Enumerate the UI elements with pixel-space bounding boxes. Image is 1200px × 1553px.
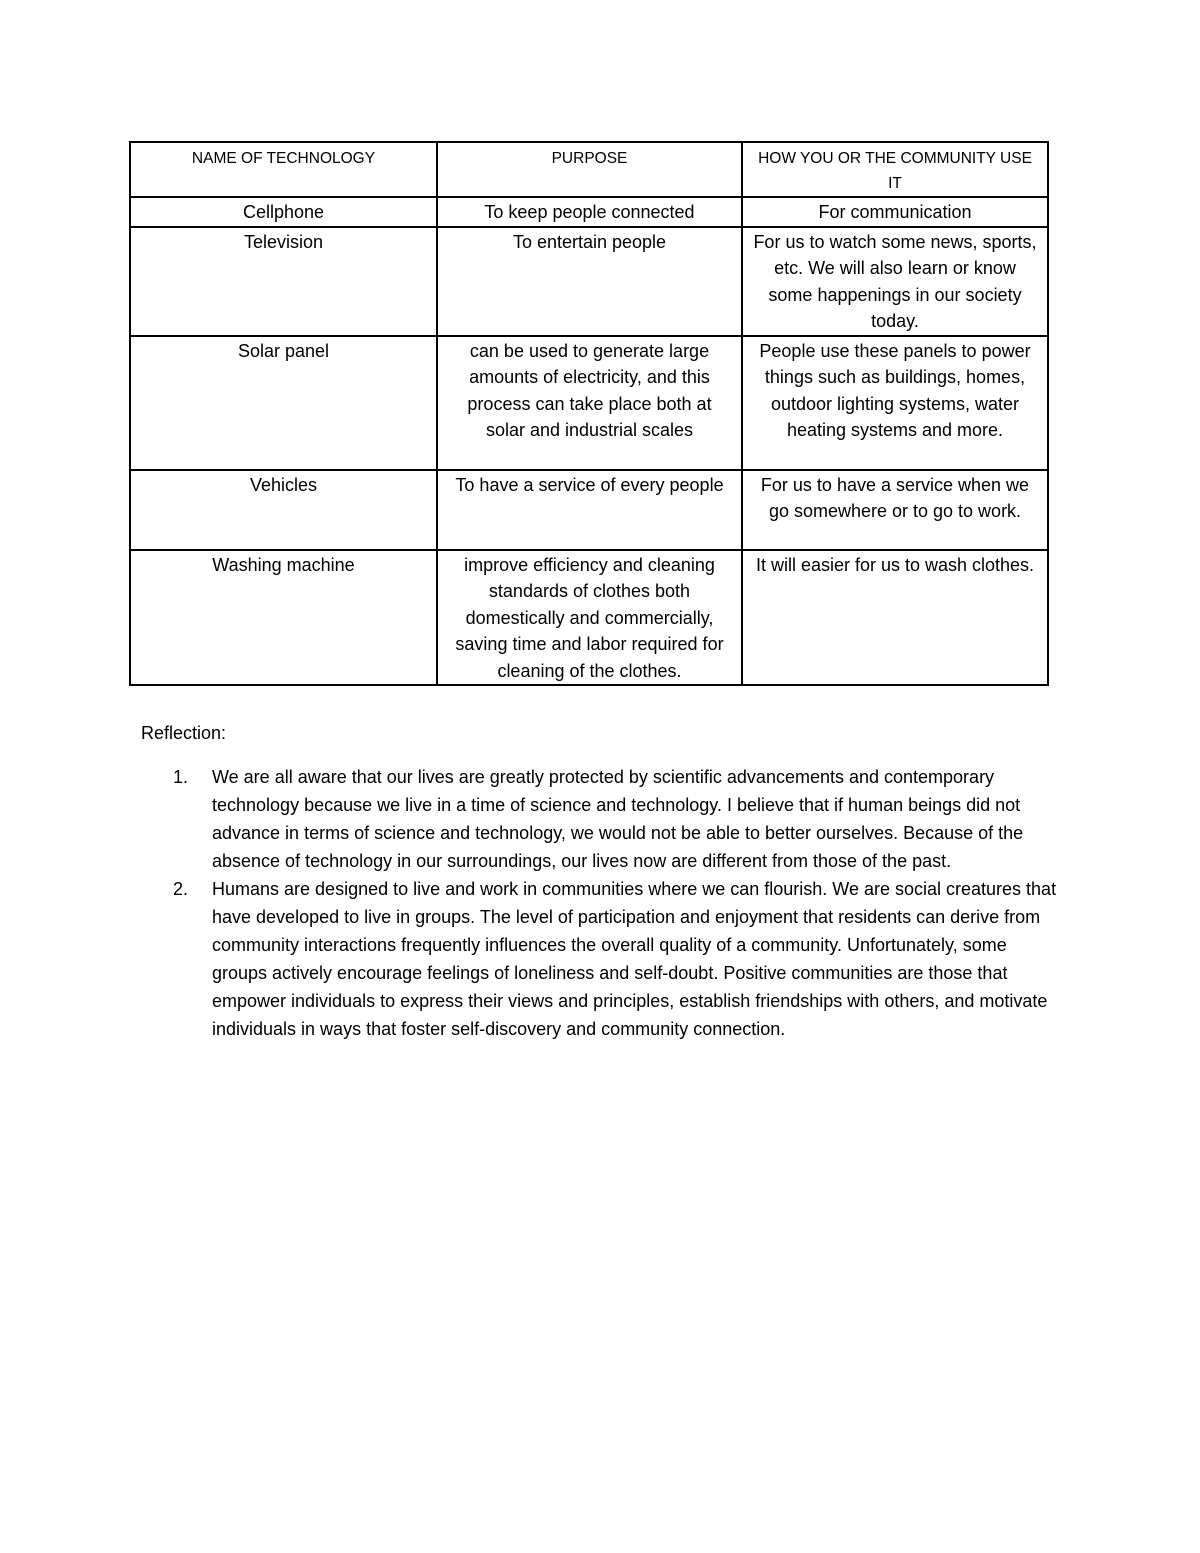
list-item-number: 1. [173, 767, 189, 787]
header-usage: HOW YOU OR THE COMMUNITY USE IT [742, 142, 1048, 197]
list-item-text: Humans are designed to live and work in communities where we can flourish. We are social creatures that have developed to live in groups. The level of participation and enjoyment that residents can derive from community interactions frequently influences the overall quality of a community. Unfortunately, some groups actively encourage feelings of loneliness and self-doubt. Positive communities are those that empower individuals to express their views and principles, establish friendships with others, and motivate individuals in ways that foster self-discovery and community connection. [212, 879, 1057, 1039]
cell-purpose: can be used to generate large amounts of electricity, and this process can take place both at solar and industrial scales [437, 336, 742, 470]
cell-usage: It will easier for us to wash clothes. [742, 550, 1048, 686]
cell-purpose: To entertain people [437, 227, 742, 336]
technology-table [129, 141, 1049, 686]
table-row [130, 197, 1048, 227]
table-row [130, 550, 1048, 686]
cell-usage: For us to watch some news, sports, etc. We will also learn or know some happenings in our society today. [742, 227, 1048, 336]
reflection-title: Reflection: [141, 723, 227, 743]
header-purpose: PURPOSE [437, 142, 742, 197]
table-row [130, 470, 1048, 550]
cell-purpose: improve efficiency and cleaning standards of clothes both domestically and commercially, saving time and labor required for cleaning of the clothes. [437, 550, 742, 686]
list-item [141, 875, 1061, 1043]
reflection-list [141, 763, 1061, 1043]
cell-purpose: To keep people connected [437, 197, 742, 227]
reflection-section [141, 719, 1061, 1043]
list-item [141, 763, 1061, 875]
cell-technology-name: Vehicles [130, 470, 437, 550]
cell-technology-name: Solar panel [130, 336, 437, 470]
header-name-of-technology: NAME OF TECHNOLOGY [130, 142, 437, 197]
cell-usage: For us to have a service when we go somewhere or to go to work. [742, 470, 1048, 550]
cell-usage: People use these panels to power things such as buildings, homes, outdoor lighting systems, water heating systems and more. [742, 336, 1048, 470]
cell-technology-name: Washing machine [130, 550, 437, 686]
cell-usage: For communication [742, 197, 1048, 227]
list-item-number: 2. [173, 879, 189, 899]
table-row [130, 227, 1048, 336]
table-row [130, 336, 1048, 470]
cell-purpose: To have a service of every people [437, 470, 742, 550]
cell-technology-name: Cellphone [130, 197, 437, 227]
table-header-row [130, 142, 1048, 197]
list-item-text: We are all aware that our lives are greatly protected by scientific advancements and contemporary technology because we live in a time of science and technology. I believe that if human beings did not advance in terms of science and technology, we would not be able to better ourselves. Because of the absence of technology in our surroundings, our lives now are different from those of the past. [212, 767, 1024, 871]
cell-technology-name: Television [130, 227, 437, 336]
